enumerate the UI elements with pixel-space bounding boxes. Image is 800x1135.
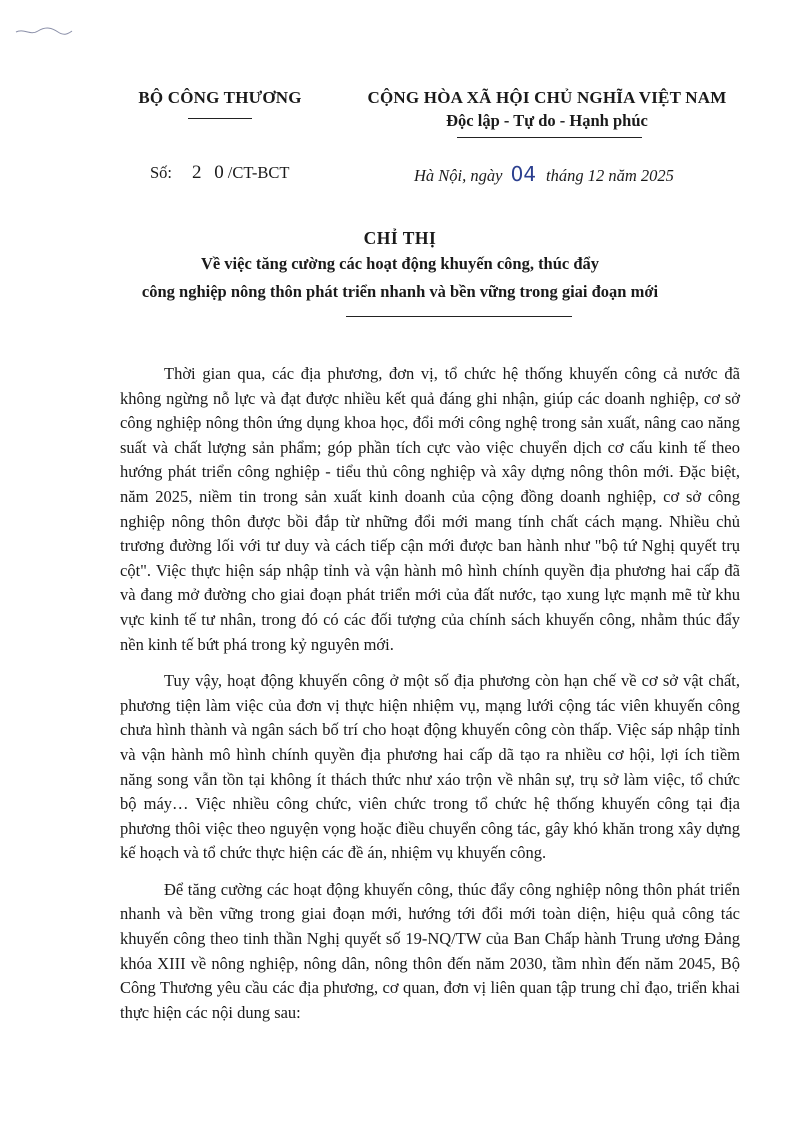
body-paragraph: Để tăng cường các hoạt động khuyến công, thúc đẩy công nghiệp nông thôn phát triển nhanh và bền vững trong giai đoạn mới, hướng tới đổi mới toàn diện, hiệu quả công tác khuyến công theo tinh thần Nghị quyết số 19-NQ/TW của Ban Chấp hành Trung ương Đảng khóa XIII về nông nghiệp, nông dân, nông thôn đến năm 2030, tầm nhìn đến năm 2045, Bộ Công Thương yêu cầu các địa phương, cơ quan, đơn vị liên quan tập trung chỉ đạo, triển khai thực hiện các nội dung sau: <box>120 879 740 1022</box>
document-subject-line-1: Về việc tăng cường các hoạt động khuyến công, thúc đẩy <box>200 254 600 273</box>
motto-underline <box>457 137 642 138</box>
date-prefix: Hà Nội, ngày <box>414 166 503 185</box>
org-underline <box>188 118 252 119</box>
document-number <box>150 162 290 184</box>
issuing-organization: BỘ CÔNG THƯƠNG <box>138 88 302 107</box>
national-title: CỘNG HÒA XÃ HỘI CHỦ NGHĨA VIỆT NAM <box>367 88 727 107</box>
place-and-date <box>414 162 674 186</box>
handwritten-mark <box>14 22 74 38</box>
date-day-handwritten: 04 <box>510 162 537 186</box>
document-number-value: 2 0 <box>192 162 228 183</box>
document-body <box>120 362 740 1037</box>
document-number-label: Số: <box>150 163 173 182</box>
date-suffix: tháng 12 năm 2025 <box>546 166 674 185</box>
document-subject-line-2: công nghiệp nông thôn phát triển nhanh và bền vững trong giai đoạn mới <box>141 282 659 301</box>
national-motto: Độc lập - Tự do - Hạnh phúc <box>446 111 648 130</box>
document-type-title: CHỈ THỊ <box>363 228 437 248</box>
title-underline <box>346 316 572 317</box>
body-paragraph: Thời gian qua, các địa phương, đơn vị, tổ chức hệ thống khuyến công cả nước đã không ngừng nỗ lực và đạt được nhiều kết quả đáng ghi nhận, giúp các doanh nghiệp, cơ sở công nghiệp nông thôn ứng dụng khoa học, đổi mới công nghệ trong sản xuất, nâng cao năng suất và chất lượng sản phẩm; góp phần tích cực vào việc chuyển dịch cơ cấu kinh tế theo hướng phát triển công nghiệp - tiểu thủ công nghiệp và xây dựng nông thôn mới. Đặc biệt, năm 2025, niềm tin trong sản xuất kinh doanh của cộng đồng doanh nghiệp, cơ sở công nghiệp nông thôn được bồi đắp từ những đổi mới mang tính chất cách mạng. Nhiều chủ trương đường lối với tư duy và cách tiếp cận mới được ban hành như "bộ tứ Nghị quyết trụ cột". Việc thực hiện sáp nhập tỉnh và vận hành mô hình chính quyền địa phương hai cấp đã và đang mở đường cho giai đoạn phát triển mới của đất nước, tạo xung lực mạnh mẽ từ khu vực kinh tế tư nhân, trong đó có các đối tượng của chính sách khuyến công, nhằm thúc đẩy nền kinh tế bứt phá trong kỷ nguyên mới. <box>120 364 740 654</box>
body-paragraph: Tuy vậy, hoạt động khuyến công ở một số địa phương còn hạn chế về cơ sở vật chất, phương tiện làm việc của đơn vị thực hiện nhiệm vụ, mạng lưới cộng tác viên khuyến công chưa hình thành và ngân sách bố trí cho hoạt động khuyến công còn thấp. Việc sáp nhập tỉnh và vận hành mô hình chính quyền địa phương hai cấp dã tạo ra nhiều cơ hội, lợi ích tiềm năng song vẫn tồn tại không ít thách thức như xáo trộn về nhân sự, trụ sở làm việc, tổ chức bộ máy… Việc nhiều công chức, viên chức trong tổ chức hệ thống khuyến công tại địa phương thôi việc theo nguyện vọng hoặc điều chuyển công tác, gây khó khăn trong xây dựng kế hoạch và tổ chức thực hiện các đề án, nhiệm vụ khuyến công. <box>120 671 740 863</box>
document-number-suffix: /CT-BCT <box>227 163 290 182</box>
